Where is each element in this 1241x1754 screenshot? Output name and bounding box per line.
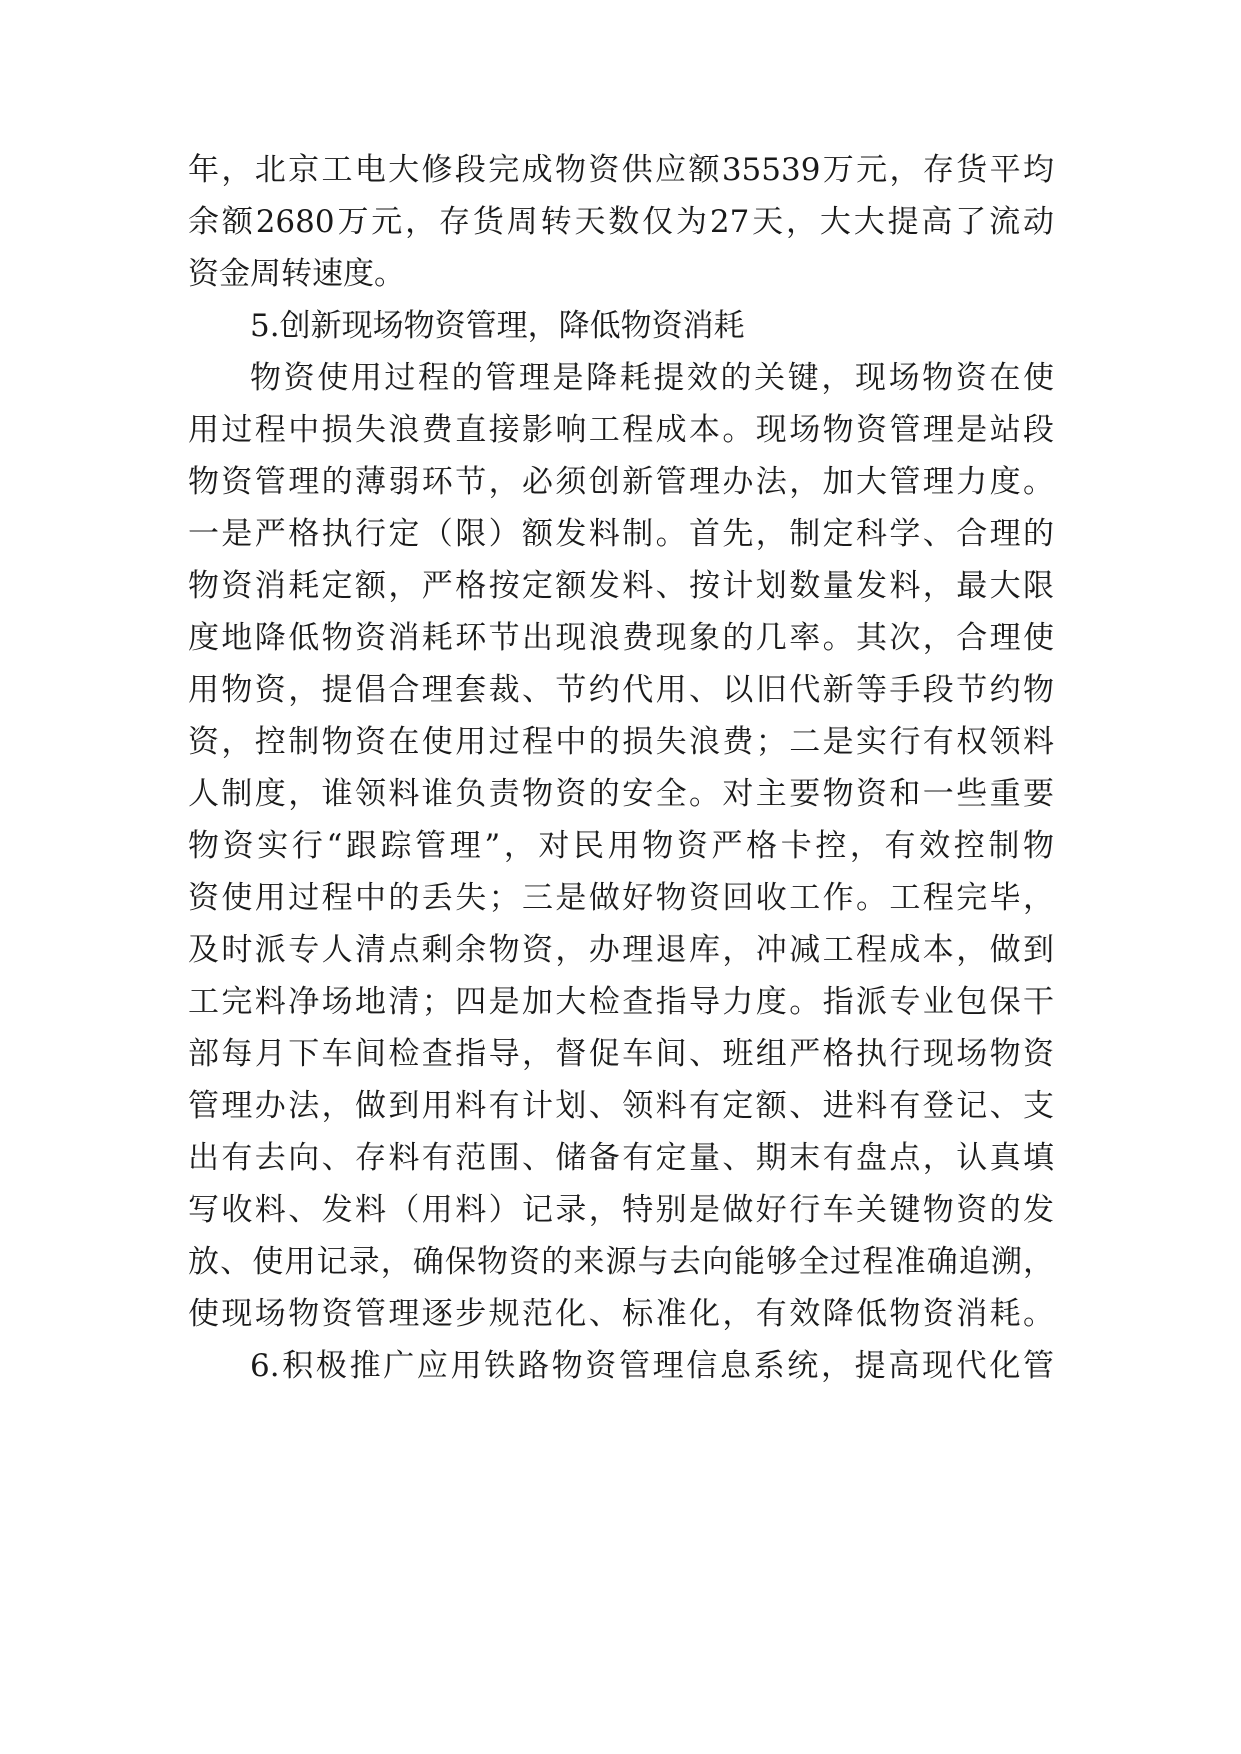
text-line: 物资消耗定额，严格按定额发料、按计划数量发料，最大限 xyxy=(188,568,1054,604)
text-line: 放、使用记录，确保物资的来源与去向能够全过程准确追溯， xyxy=(188,1244,1054,1280)
text-line: 工完料净场地清；四是加大检查指导力度。指派专业包保干 xyxy=(188,984,1054,1020)
text-line: 管理办法，做到用料有计划、领料有定额、进料有登记、支 xyxy=(188,1088,1054,1124)
section-heading: 5.创新现场物资管理，降低物资消耗 xyxy=(250,308,745,344)
text-line: 部每月下车间检查指导，督促车间、班组严格执行现场物资 xyxy=(188,1036,1054,1072)
text-line: 用物资，提倡合理套裁、节约代用、以旧代新等手段节约物 xyxy=(188,672,1054,708)
text-line: 资金周转速度。 xyxy=(188,256,405,292)
text-line: 出有去向、存料有范围、储备有定量、期末有盘点，认真填 xyxy=(188,1140,1054,1176)
text-line: 用过程中损失浪费直接影响工程成本。现场物资管理是站段 xyxy=(188,412,1054,448)
text-line: 写收料、发料（用料）记录，特别是做好行车关键物资的发 xyxy=(188,1192,1054,1228)
text-line: 资，控制物资在使用过程中的损失浪费；二是实行有权领料 xyxy=(188,724,1054,760)
text-line: 人制度，谁领料谁负责物资的安全。对主要物资和一些重要 xyxy=(188,776,1054,812)
text-line: 年，北京工电大修段完成物资供应额35539万元，存货平均 xyxy=(188,152,1054,188)
text-line: 余额2680万元，存货周转天数仅为27天，大大提高了流动 xyxy=(188,204,1054,240)
section-heading: 6.积极推广应用铁路物资管理信息系统，提高现代化管 xyxy=(250,1348,1054,1384)
text-line: 物资实行“跟踪管理”，对民用物资严格卡控，有效控制物 xyxy=(188,828,1054,864)
text-line: 物资使用过程的管理是降耗提效的关键，现场物资在使 xyxy=(250,360,1054,396)
text-line: 使现场物资管理逐步规范化、标准化，有效降低物资消耗。 xyxy=(188,1296,1054,1332)
text-line: 一是严格执行定（限）额发料制。首先，制定科学、合理的 xyxy=(188,516,1054,552)
text-line: 物资管理的薄弱环节，必须创新管理办法，加大管理力度。 xyxy=(188,464,1054,500)
text-line: 资使用过程中的丢失；三是做好物资回收工作。工程完毕， xyxy=(188,880,1054,916)
text-line: 及时派专人清点剩余物资，办理退库，冲减工程成本，做到 xyxy=(188,932,1054,968)
text-line: 度地降低物资消耗环节出现浪费现象的几率。其次，合理使 xyxy=(188,620,1054,656)
